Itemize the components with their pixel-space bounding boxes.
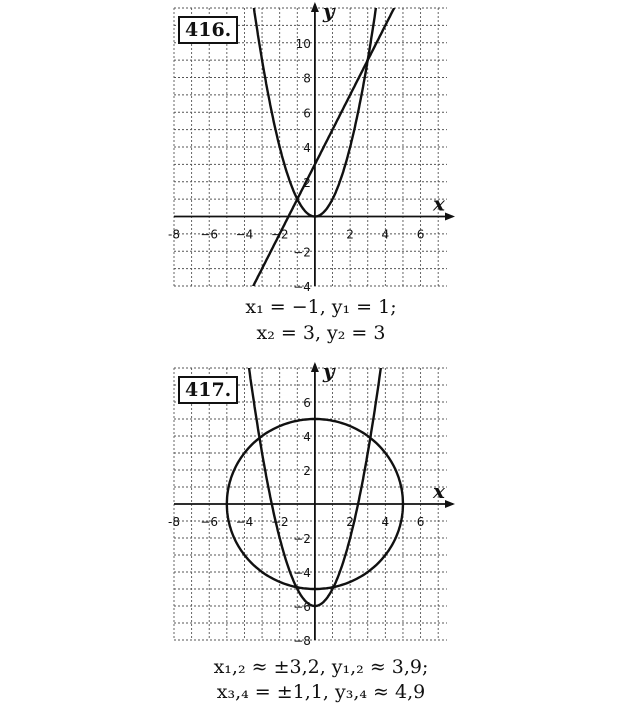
y-tick-label: −4 [293,566,311,580]
x-tick-label: −6 [200,515,219,529]
x-tick-label: 2 [346,515,354,529]
x-tick-label: 6 [416,227,425,242]
y-axis-arrow [311,362,319,372]
y-tick-label: 2 [303,464,311,478]
answer-line-2: x₃,₄ = ±1,1, y₃,₄ ≈ 4,9 [216,681,426,703]
y-tick-label: 2 [303,175,311,190]
y-tick-label: 4 [303,430,311,444]
x-tick-label: −6 [200,227,219,242]
y-tick-label: 8 [303,71,311,86]
x-axis-label: x [433,191,445,216]
answer-line-1: x₁,₂ ≈ ±3,2, y₁,₂ ≈ 3,9; [213,656,429,678]
y-tick-label: 6 [303,106,311,121]
x-tick-label: -8 [168,515,180,529]
x-tick-label: -8 [168,227,180,242]
y-axis-label: y [322,359,335,383]
x-tick-label: −2 [270,227,289,242]
x-axis-arrow [445,500,455,508]
y-axis-label: y [322,0,335,23]
x-tick-label: −4 [235,227,254,242]
x-tick-label: 4 [381,515,390,529]
x-tick-label: 6 [416,515,425,529]
y-tick-label: −4 [293,280,311,294]
problem-number-badge: 416. [178,16,238,44]
y-tick-label: −8 [293,634,311,648]
y-tick-label: −2 [293,245,311,260]
y-tick-label: 10 [295,36,311,51]
y-tick-label: 4 [303,141,311,155]
x-axis-label: x [433,479,445,503]
y-tick-label: 6 [303,396,311,410]
y-tick-label: −6 [293,600,311,614]
problem-number-badge: 417. [178,376,238,404]
x-tick-label: −2 [270,515,289,529]
x-tick-label: 2 [346,227,354,242]
answer-line-1: x₁ = −1, y₁ = 1; [245,296,397,318]
answer-line-2: x₂ = 3, y₂ = 3 [256,322,386,344]
x-tick-label: 4 [381,227,390,242]
x-tick-label: −4 [235,515,254,529]
y-tick-label: −2 [293,532,311,546]
